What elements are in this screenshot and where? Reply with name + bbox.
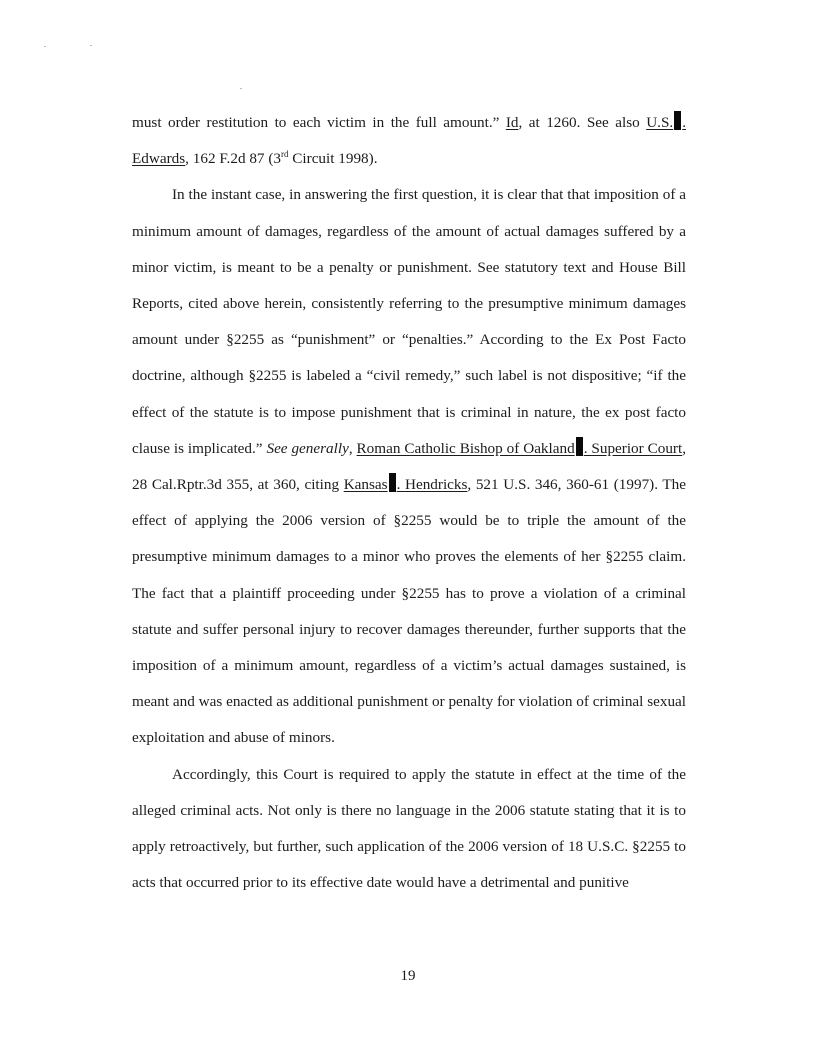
scan-speck (90, 45, 92, 46)
paragraph-2 (132, 177, 686, 756)
page-number: 19 (400, 968, 416, 984)
paragraph-3: Accordingly, this Court is required to apply the statute in effect at the time of the alleged criminal acts. Not only is there no language in the 2006 statute stating that it is to apply retroactively, but further, such application of the 2006 version of 18 U.S.C. §2255 to acts that occurred prior to its effective date would have a detrimental and punitive (132, 765, 686, 892)
text-run: , 28 Cal.Rptr.3d 355, at 360, citing (132, 439, 687, 494)
scan-speck (240, 88, 242, 89)
citation-kansas: Kansas (343, 476, 388, 494)
text-run: , 521 U.S. 346, 360-61 (1997). The effect of applying the 2006 version of §2255 would be to triple the amount of the presumptive minimum damages to a minor who proves the elements of her §2255 claim. The fact that a plaintiff proceeding under §2255 has to prove a violation of a criminal statute and suffer personal injury to recover damages thereunder, further supports that the imposition of a minimum amount, regardless of a victim’s actual damages sustained, is meant and was enacted as additional punishment or penalty for violation of criminal sexual exploitation and abuse of minors. (132, 476, 686, 747)
paragraph-1 (132, 105, 686, 177)
redaction-mark (674, 111, 681, 130)
citation-hendricks: . Hendricks (396, 476, 468, 494)
text-run: Circuit 1998). (288, 150, 378, 168)
citation-us: U.S. (646, 114, 674, 131)
signal-see-generally: See generally (266, 439, 349, 457)
citation-us-trail: . (682, 114, 686, 131)
citation-edwards: Edwards (132, 150, 186, 168)
citation-superior-court: . Superior Court (583, 439, 683, 457)
body-text (132, 105, 686, 901)
scan-speck (44, 46, 46, 47)
text-run: , 162 F.2d 87 (3 (185, 150, 281, 168)
text-run: must order restitution to each victim in the full amount.” (132, 114, 506, 131)
redaction-mark (576, 437, 583, 456)
citation-id: Id (505, 114, 519, 131)
text-run: , at 1260. See also (518, 114, 647, 131)
text-run: In the instant case, in answering the first question, it is clear that that imposition of a minimum amount of damages, regardless of the amount of actual damages suffered by a minor victim, is meant to be a penalty or punishment. See statutory text and House Bill Reports, cited above herein, consistently referring to the presumptive minimum damages amount under §2255 as “punishment” or “penalties.” According to the Ex Post Facto doctrine, although §2255 is labeled a “civil remedy,” such label is not dispositive; “if the effect of the statute is to impose punishment that is criminal in nature, the ex post facto clause is implicated.” (132, 186, 686, 457)
redaction-mark (389, 473, 396, 492)
ordinal-suffix: rd (280, 149, 289, 160)
text-run: , (348, 439, 357, 457)
citation-roman-catholic-bishop: Roman Catholic Bishop of Oakland (356, 439, 575, 457)
